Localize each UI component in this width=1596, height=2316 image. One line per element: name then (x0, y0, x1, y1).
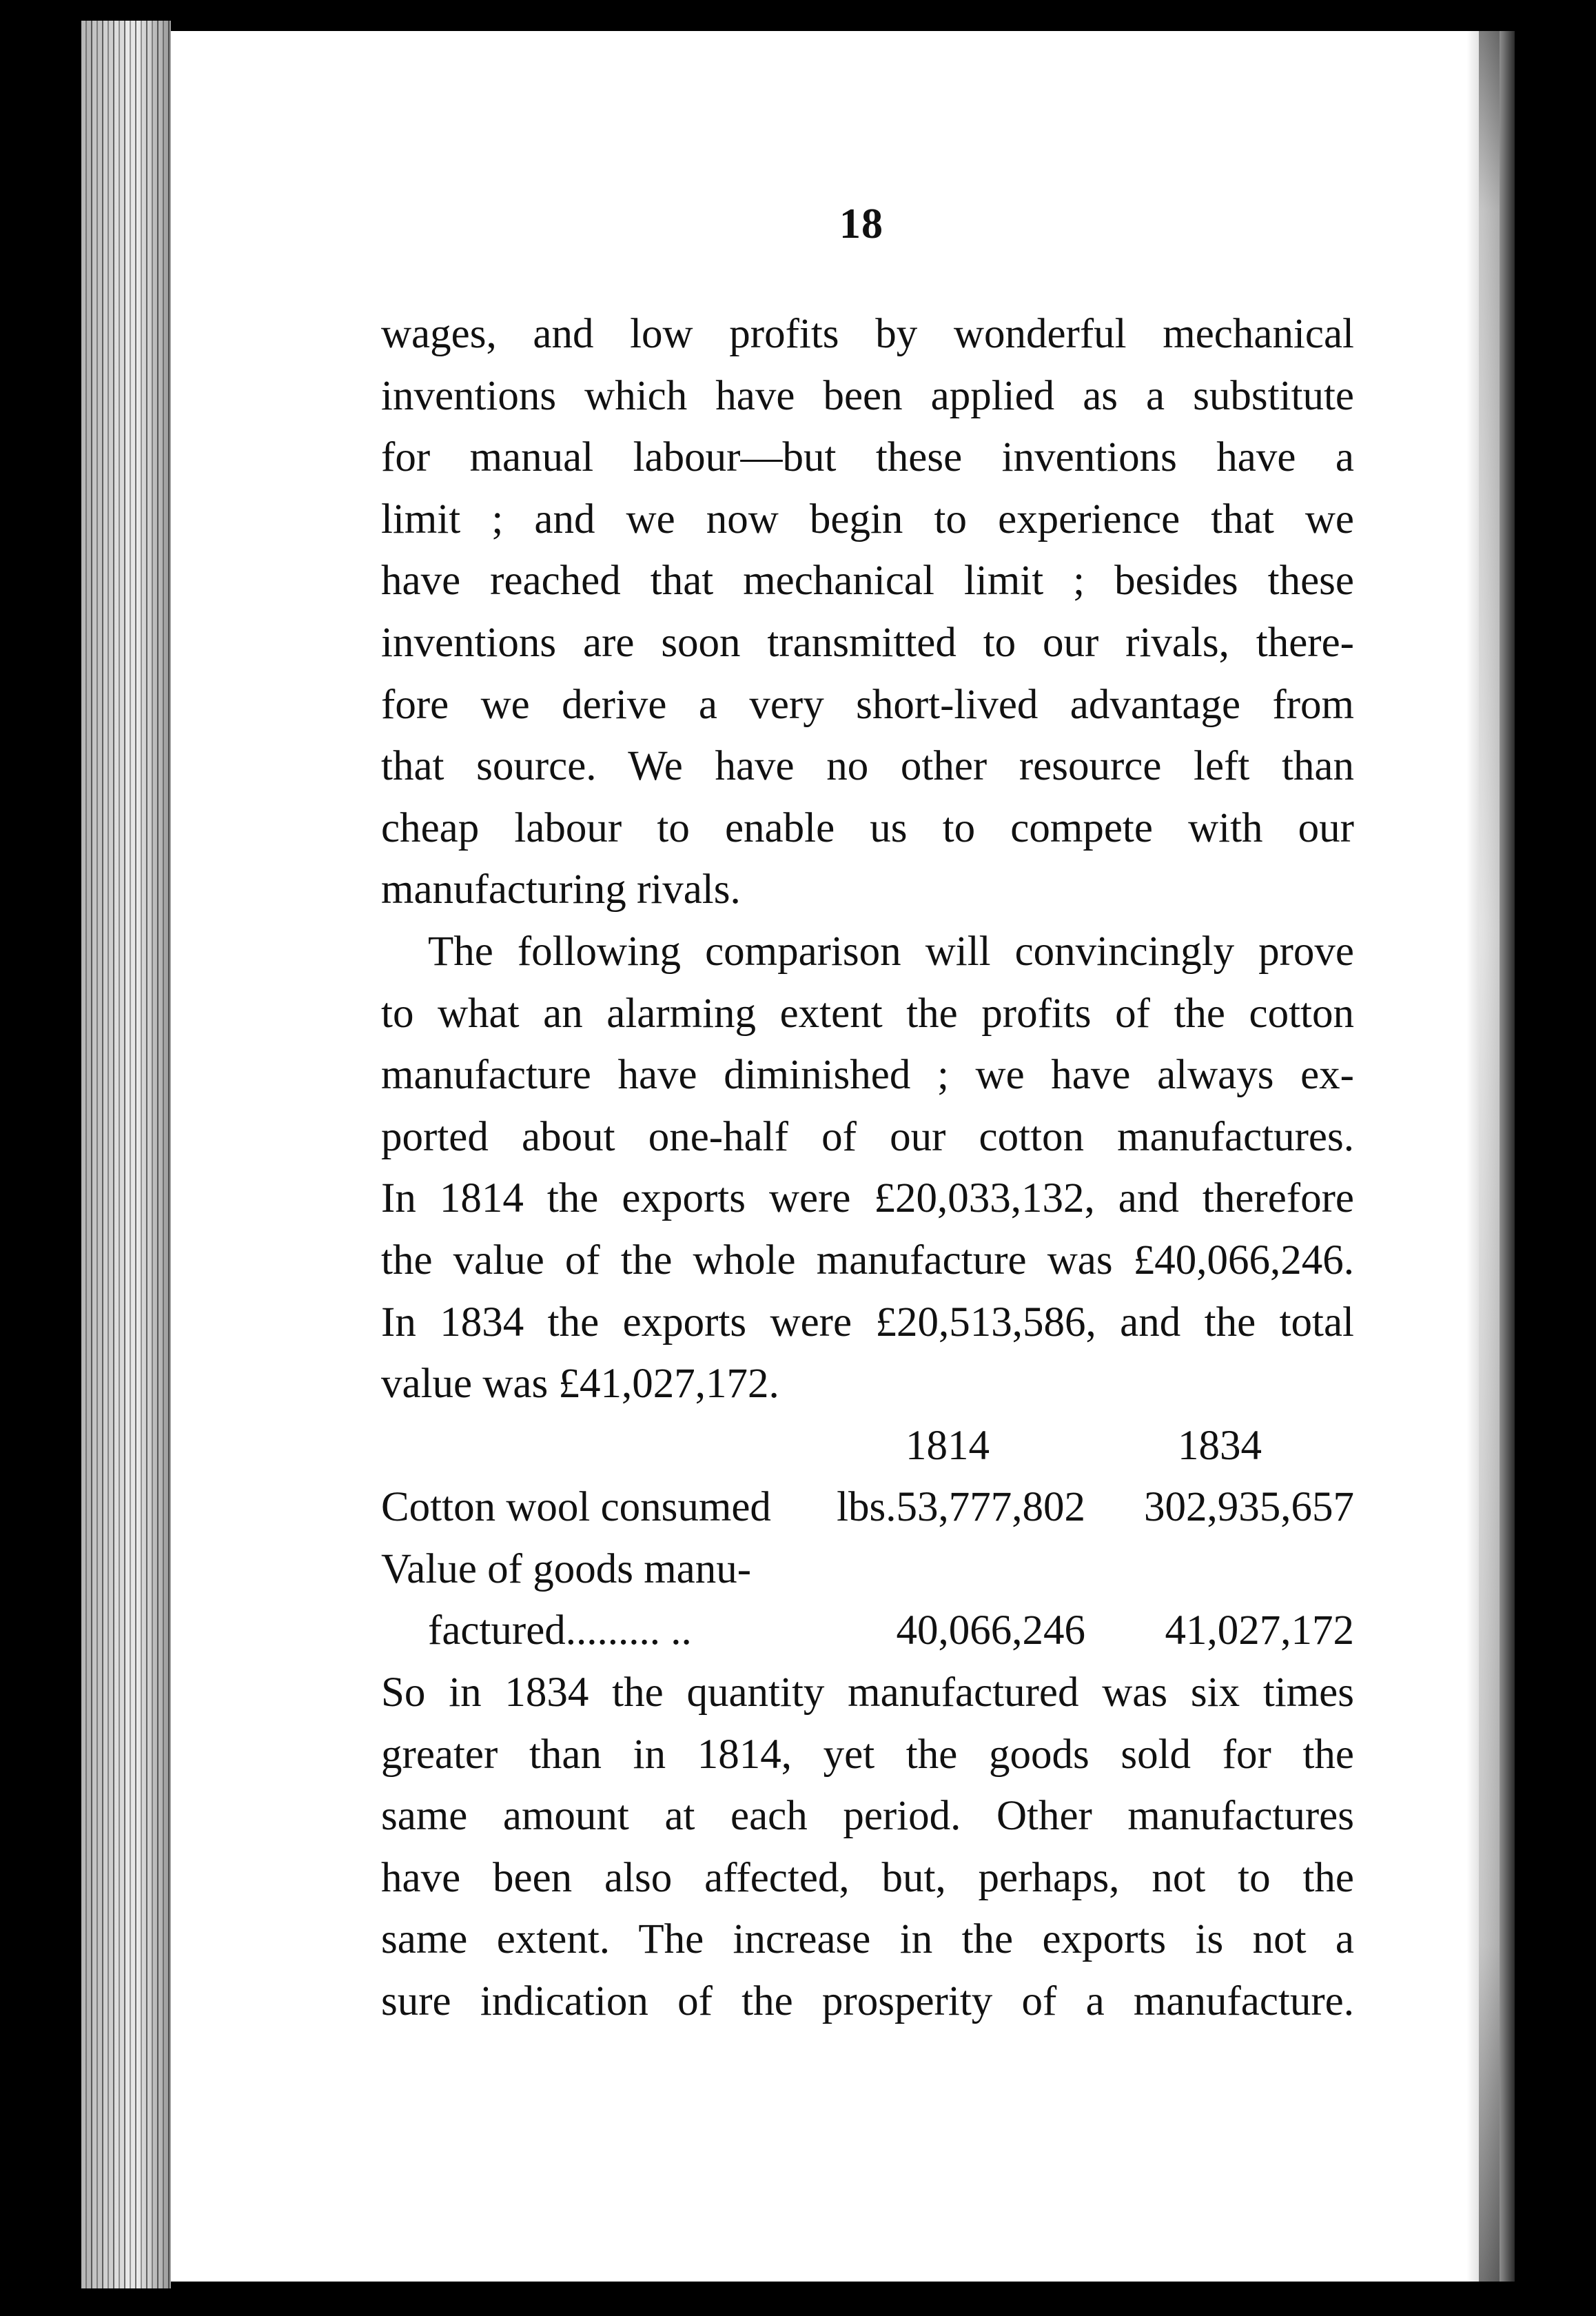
comparison-table (381, 1415, 1354, 1662)
text-line: ported about one-half of our cotton manufactures. (381, 1113, 1354, 1160)
table-cell-1834: 41,027,172 (1165, 1607, 1354, 1654)
text-line: manufacture have diminished ; we have always ex- (381, 1052, 1354, 1099)
text-line: greater than in 1814, yet the goods sold for the (381, 1731, 1354, 1778)
text-line: limit ; and we now begin to experience that we (381, 496, 1354, 542)
text-line: In 1834 the exports were £20,513,586, and the total (381, 1299, 1354, 1345)
text-line: inventions are soon transmitted to our rivals, there- (381, 619, 1354, 666)
text-line: sure indication of the prosperity of a manufacture. (381, 1978, 1354, 2025)
table-header-year-1814: 1814 (906, 1422, 990, 1469)
table-row (381, 1476, 1354, 1538)
page-body (381, 303, 1354, 2033)
text-line: So in 1834 the quantity manufactured was six times (381, 1669, 1354, 1716)
table-header-year-1834: 1834 (1178, 1422, 1262, 1469)
text-line: have been also affected, but, perhaps, not to the (381, 1854, 1354, 1901)
paragraph-1 (381, 303, 1354, 921)
text-line: fore we derive a very short-lived advantage from (381, 681, 1354, 728)
text-line: the value of the whole manufacture was £40,066,246. (381, 1237, 1354, 1283)
text-line: manufacturing rivals. (381, 866, 741, 913)
text-line: The following comparison will convincingly prove (428, 928, 1354, 975)
text-line: to what an alarming extent the profits of the cotton (381, 990, 1354, 1037)
table-row-label: Cotton wool consumed (381, 1484, 771, 1531)
table-cell-1814 (810, 1538, 1085, 1601)
table-row (381, 1600, 1354, 1662)
table-header-blank (381, 1415, 810, 1477)
text-line: cheap labour to enable us to compete with our (381, 804, 1354, 851)
text-line: same extent. The increase in the exports is not a (381, 1916, 1354, 1963)
text-line: have reached that mechanical limit ; besides these (381, 558, 1354, 605)
paragraph-3 (381, 1662, 1354, 2033)
text-line: that source. We have no other resource left than (381, 743, 1354, 790)
text-line: In 1814 the exports were £20,033,132, and therefore (381, 1175, 1354, 1222)
text-line: value was £41,027,172. (381, 1361, 779, 1408)
table-cell-1814: 40,066,246 (896, 1607, 1085, 1654)
paragraph-2 (381, 921, 1354, 1415)
table-row-label: Value of goods manu- (381, 1545, 752, 1592)
table-cell-1834 (1085, 1538, 1354, 1601)
table-row-label: factured......... .. (428, 1607, 692, 1654)
text-line: inventions which have been applied as a substitute (381, 372, 1354, 419)
table-cell-1834: 302,935,657 (1144, 1484, 1354, 1531)
text-line: same amount at each period. Other manufactures (381, 1793, 1354, 1840)
text-line: wages, and low profits by wonderful mechanical (381, 311, 1354, 357)
table-cell-1814: lbs.53,777,802 (837, 1484, 1085, 1531)
page-fore-edge (81, 21, 171, 2288)
page-number: 18 (839, 201, 883, 247)
table-header-row (381, 1415, 1354, 1477)
text-line: for manual labour—but these inventions have a (381, 434, 1354, 481)
page-gutter-shadow (1466, 31, 1515, 2282)
table-row (381, 1538, 1354, 1601)
